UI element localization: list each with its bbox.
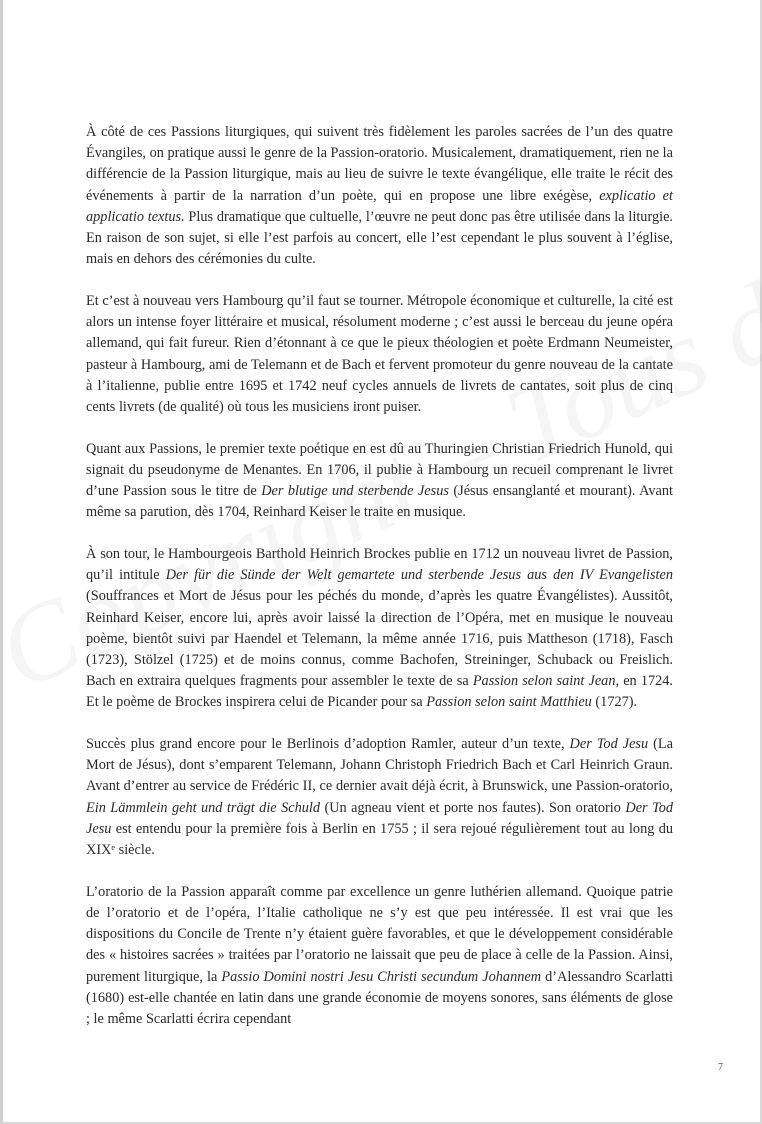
text-run: (Souffrances et Mort de Jésus pour les péchés du monde, d’après les quatre Évangélistes). Aussitôt, Reinhard Keiser, encore lui, après avoir laissé la direction de l’Opéra, met en musique le nouveau poème, bientôt suivi par Haendel et Telemann, la même année 1716, puis Mattheson (1718), Fasch (1723), Stölzel (1725) et de moins connus, comme Bachofen, Streininger, Schuback ou Freislich. Bach en extraira quelques fragments pour assembler le texte de sa xyxy=(86,588,673,690)
text-run: (1727). xyxy=(591,694,638,711)
italic-run: Ein Lämmlein geht und trägt die Schuld xyxy=(86,799,321,816)
text-run: L’oratorio de la Passion apparaît comme par excellence un genre luthérien allemand. Quoique patrie de l’oratorio et de l’opéra, l’Italie catholique ne s’y est que peu intéressée. Il est vrai que les dispositions du Concile de Trente n’y étaient guère favorables, et que le développement considérable des « histoires sacrées » traitées par l’oratorio ne laissait que peu de place à celle de la Passion. Ainsi, purement liturgique, la xyxy=(86,883,673,985)
text-run: (La Mort de Jésus), dont s’emparent Telemann, Johann Christoph Friedrich Bach et Carl Heinrich Graun. Avant d’entrer au service de Frédéric II, ce dernier avait déjà écrit, à Brunswick, une Passion-oratorio, xyxy=(86,736,673,795)
body-text xyxy=(86,122,673,1051)
text-run: À côté de ces Passions liturgiques, qui suivent très fidèlement les paroles sacrées de l’un des quatre Évangiles, on pratique aussi le genre de la Passion-oratorio. Musicalement, dramatiquement, rien ne la différencie de la Passion liturgique, mais au lieu de suivre le texte évangélique, elle traite le récit des événements à partir de la narration d’un poète, qui en propose une libre exégèse, xyxy=(86,124,673,204)
text-run: (Un agneau vient et porte nos fautes). Son oratorio xyxy=(320,799,626,816)
text-run: (Jésus ensanglanté et mourant). Avant même sa parution, dès 1704, Reinhard Keiser le traite en musique. xyxy=(86,483,673,521)
italic-run: Passion selon saint Matthieu xyxy=(426,694,592,711)
italic-run: Passion selon saint Jean xyxy=(472,673,616,690)
paragraph-5 xyxy=(86,734,673,861)
paragraph-3 xyxy=(86,439,673,524)
text-run: Quant aux Passions, le premier texte poétique en est dû au Thuringien Christian Friedrich Hunold, qui signait du pseudonyme de Menantes. En 1706, il publie à Hambourg un recueil comprenant le livret d’une Passion sous le titre de xyxy=(86,440,673,500)
text-run: À son tour, le Hambourgeois Barthold Heinrich Brockes publie en 1712 un nouveau livret de Passion, qu’il intitule xyxy=(86,545,673,584)
text-run: Plus dramatique que cultuelle, l’œuvre ne peut donc pas être utilisée dans la liturgie. En raison de son sujet, si elle l’est parfois au concert, elle l’est cependant le plus souvent à l’église, mais en dehors des cérémonies du culte. xyxy=(86,208,673,268)
italic-run: explicatio et applicatio textus. xyxy=(86,187,674,225)
italic-run: Der Tod Jesu xyxy=(86,799,674,837)
italic-run: Der für die Sünde der Welt gemartete und sterbende Jesus aus den IV Evangelisten xyxy=(165,567,673,584)
text-run: Succès plus grand encore pour le Berlinois d’adoption Ramler, auteur d’un texte, xyxy=(86,736,570,753)
paragraph-2 xyxy=(86,291,673,418)
text-run: , en 1724. Et le poème de Brockes inspirera celui de Picander pour sa xyxy=(86,673,673,711)
paragraph-1 xyxy=(86,122,673,270)
page-number: 7 xyxy=(718,1062,723,1073)
italic-run: Der Tod Jesu xyxy=(569,736,649,753)
paragraph-6 xyxy=(86,882,673,1030)
italic-run: Passio Domini nostri Jesu Christi secundum Johannem xyxy=(221,968,542,985)
text-run: d’Alessandro Scarlatti (1680) est-elle chantée en latin dans une grande économie de moyens sonores, sans éléments de glose ; le même Scarlatti écrira cependant xyxy=(86,968,673,1028)
paragraph-4 xyxy=(86,544,673,714)
italic-run: Der blutige und sterbende Jesus xyxy=(261,483,449,500)
text-run: est entendu pour la première fois à Berlin en 1755 ; il sera rejoué régulièrement tout au long du XIXᵉ siècle. xyxy=(86,820,673,859)
text-run: Et c’est à nouveau vers Hambourg qu’il faut se tourner. Métropole économique et culturelle, la cité est alors un intense foyer littéraire et musical, résolument moderne ; c’est aussi le berceau du jeune opéra allemand, qui fait fureur. Rien d’étonnant à ce que le pieux théologien et poète Erdmann Neumeister, pasteur à Hambourg, ami de Telemann et de Bach et fervent promoteur du genre nouveau de la cantate à l’italienne, publie entre 1695 et 1742 neuf cycles annuels de livrets de cantates, soit plus de cinq cents livrets (de qualité) où tous les musiciens iront puiser. xyxy=(86,292,673,415)
